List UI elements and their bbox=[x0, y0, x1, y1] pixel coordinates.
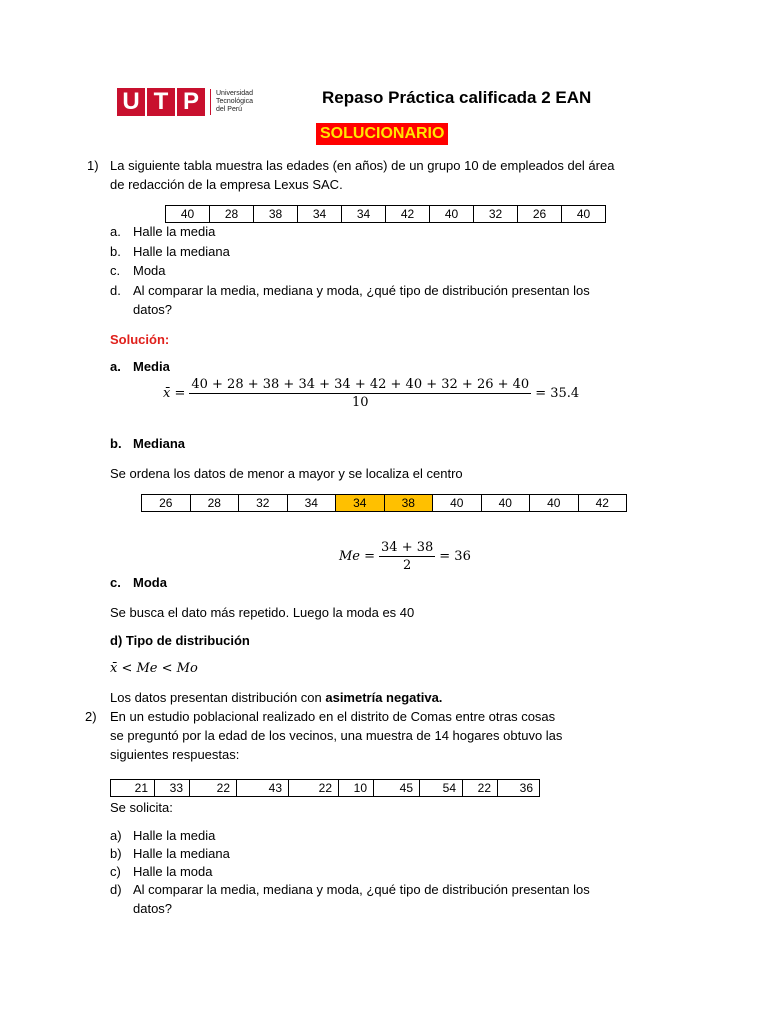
table-cell: 33 bbox=[155, 780, 190, 797]
q2-item-text-cont: datos? bbox=[133, 901, 173, 916]
sorted-data-table bbox=[141, 494, 627, 512]
table-cell: 22 bbox=[190, 780, 237, 797]
q1-item-text-cont: datos? bbox=[133, 302, 173, 317]
mean-fraction bbox=[189, 377, 531, 410]
table-row bbox=[142, 495, 627, 512]
q1-item-letter: d. bbox=[110, 283, 121, 298]
logo-letters bbox=[117, 88, 205, 116]
logo-divider bbox=[210, 89, 211, 115]
logo-text-line: Tecnológica bbox=[216, 98, 253, 105]
q2-solicita: Se solicita: bbox=[110, 800, 173, 815]
solution-b-text: Se ordena los datos de menor a mayor y se localiza el centro bbox=[110, 466, 463, 481]
median-lhs: Me = bbox=[339, 549, 376, 564]
solution-d-text bbox=[110, 690, 442, 705]
table-cell: 42 bbox=[386, 206, 430, 223]
table-cell: 34 bbox=[342, 206, 386, 223]
q2-number: 2) bbox=[85, 709, 97, 724]
q2-item-text: Al comparar la media, mediana y moda, ¿qué tipo de distribución presentan los bbox=[133, 882, 590, 897]
q1-data-table bbox=[165, 205, 606, 223]
solucionario-banner: SOLUCIONARIO bbox=[316, 123, 448, 145]
table-cell: 32 bbox=[239, 495, 288, 512]
page-title: Repaso Práctica calificada 2 EAN bbox=[322, 88, 592, 107]
q2-text-line1: En un estudio poblacional realizado en el distrito de Comas entre otras cosas bbox=[110, 709, 556, 724]
solution-c-letter: c. bbox=[110, 575, 121, 590]
table-cell: 34 bbox=[298, 206, 342, 223]
q1-item-text: Moda bbox=[133, 263, 166, 278]
table-cell: 28 bbox=[190, 495, 239, 512]
solution-d-text-pre: Los datos presentan distribución con bbox=[110, 690, 326, 705]
mean-numerator: 40 + 28 + 38 + 34 + 34 + 42 + 40 + 32 + 26 + 40 bbox=[191, 377, 530, 392]
table-cell: 38 bbox=[254, 206, 298, 223]
table-cell: 36 bbox=[498, 780, 540, 797]
q1-item-letter: a. bbox=[110, 224, 121, 239]
table-cell: 40 bbox=[433, 495, 482, 512]
q2-item-text: Halle la media bbox=[133, 828, 216, 843]
q1-text-line2: de redacción de la empresa Lexus SAC. bbox=[110, 177, 343, 192]
q1-number: 1) bbox=[87, 158, 99, 173]
mean-formula bbox=[163, 377, 579, 410]
q2-item-letter: a) bbox=[110, 828, 122, 843]
median-fraction bbox=[379, 540, 435, 573]
mean-denominator: 10 bbox=[352, 395, 369, 410]
q1-item-text: Al comparar la media, mediana y moda, ¿qué tipo de distribución presentan los bbox=[133, 283, 590, 298]
table-cell: 28 bbox=[210, 206, 254, 223]
table-cell: 40 bbox=[530, 495, 579, 512]
table-cell: 40 bbox=[166, 206, 210, 223]
q1-item-letter: b. bbox=[110, 244, 121, 259]
solution-d-text-bold: asimetría negativa. bbox=[325, 690, 443, 705]
table-cell: 22 bbox=[463, 780, 498, 797]
utp-logo bbox=[117, 88, 253, 116]
table-cell: 32 bbox=[474, 206, 518, 223]
q2-text-line2: se preguntó por la edad de los vecinos, una muestra de 14 hogares obtuvo las bbox=[110, 728, 563, 743]
fraction-bar bbox=[189, 393, 531, 394]
median-denominator: 2 bbox=[403, 558, 412, 573]
highlighted-cell: 38 bbox=[384, 495, 433, 512]
q1-text-line1: La siguiente tabla muestra las edades (en años) de un grupo 10 de empleados del área bbox=[110, 158, 615, 173]
solution-b-letter: b. bbox=[110, 436, 122, 451]
solution-a-title: Media bbox=[133, 359, 170, 374]
table-cell: 34 bbox=[287, 495, 336, 512]
table-cell: 10 bbox=[339, 780, 374, 797]
logo-letter: P bbox=[177, 88, 205, 116]
table-cell: 40 bbox=[562, 206, 606, 223]
solution-label: Solución: bbox=[110, 332, 170, 347]
solution-a-letter: a. bbox=[110, 359, 121, 374]
logo-text bbox=[216, 90, 253, 114]
table-cell: 43 bbox=[237, 780, 289, 797]
table-row bbox=[166, 206, 606, 223]
table-cell: 42 bbox=[578, 495, 627, 512]
q2-item-letter: b) bbox=[110, 846, 122, 861]
q2-item-letter: c) bbox=[110, 864, 121, 879]
table-row bbox=[111, 780, 540, 797]
solution-c-title: Moda bbox=[133, 575, 167, 590]
solution-b-title: Mediana bbox=[133, 436, 186, 451]
q2-item-text: Halle la moda bbox=[133, 864, 213, 879]
q2-data-table bbox=[110, 779, 540, 797]
q2-item-text: Halle la mediana bbox=[133, 846, 230, 861]
logo-letter: U bbox=[117, 88, 145, 116]
q1-item-letter: c. bbox=[110, 263, 121, 278]
table-cell: 26 bbox=[518, 206, 562, 223]
table-cell: 22 bbox=[289, 780, 339, 797]
q2-item-letter: d) bbox=[110, 882, 122, 897]
q2-text-line3: siguientes respuestas: bbox=[110, 747, 240, 762]
table-cell: 40 bbox=[430, 206, 474, 223]
solution-d-title: d) Tipo de distribución bbox=[110, 633, 250, 648]
q1-item-text: Halle la media bbox=[133, 224, 216, 239]
table-cell: 21 bbox=[111, 780, 155, 797]
q1-item-text: Halle la mediana bbox=[133, 244, 230, 259]
logo-text-line: Universidad bbox=[216, 90, 253, 97]
median-result: = 36 bbox=[439, 549, 471, 564]
highlighted-cell: 34 bbox=[336, 495, 385, 512]
table-cell: 26 bbox=[142, 495, 191, 512]
fraction-bar bbox=[379, 556, 435, 557]
logo-text-line: del Perú bbox=[216, 106, 243, 113]
logo-letter: T bbox=[147, 88, 175, 116]
mean-result: = 35.4 bbox=[535, 386, 580, 401]
solution-c-text: Se busca el dato más repetido. Luego la moda es 40 bbox=[110, 605, 415, 620]
table-cell: 54 bbox=[420, 780, 463, 797]
median-numerator: 34 + 38 bbox=[381, 540, 434, 555]
table-cell: 45 bbox=[374, 780, 420, 797]
median-formula bbox=[339, 540, 471, 573]
distribution-inequality: x̄ < Me < Mo bbox=[110, 661, 198, 676]
mean-lhs: x̄ = bbox=[163, 386, 186, 401]
table-cell: 40 bbox=[481, 495, 530, 512]
